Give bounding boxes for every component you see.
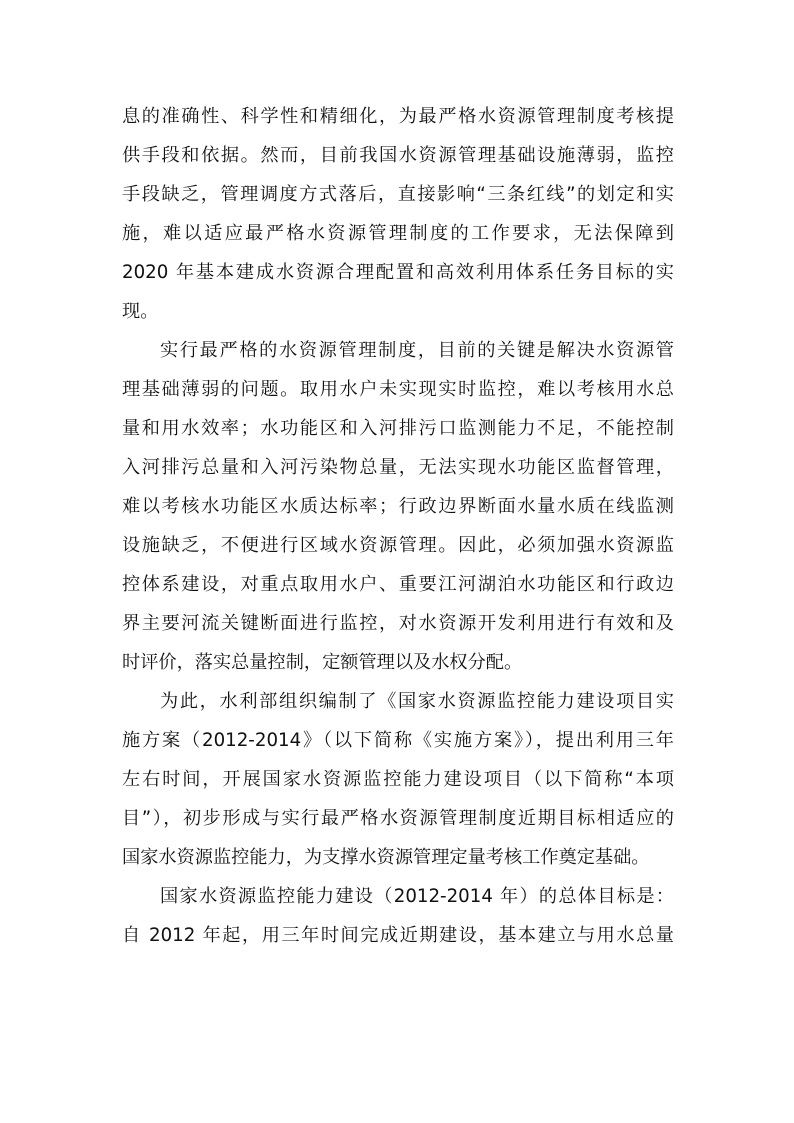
text-line: 自 2012 年起，用三年时间完成近期建设，基本建立与用水总量 (122, 925, 674, 946)
text-line: 入河排污总量和入河污染物总量，无法实现水功能区监督管理， (122, 457, 674, 478)
text-line: 供手段和依据。然而，目前我国水资源管理基础设施薄弱，监控 (122, 145, 674, 166)
text-line: 息的准确性、科学性和精细化，为最严格水资源管理制度考核提 (122, 106, 674, 127)
paragraph-first-line: 为此，水利部组织编制了《国家水资源监控能力建设项目实 (160, 691, 674, 712)
text-line: 目”），初步形成与实行最严格水资源管理制度近期目标相适应的 (122, 808, 674, 829)
text-line: 设施缺乏，不便进行区域水资源管理。因此，必须加强水资源监 (122, 535, 674, 556)
paragraph-first-line: 国家水资源监控能力建设（2012-2014 年）的总体目标是： (160, 886, 674, 907)
text-line: 时评价，落实总量控制，定额管理以及水权分配。 (122, 652, 523, 673)
text-line: 2020 年基本建成水资源合理配置和高效利用体系任务目标的实 (122, 262, 674, 283)
text-line: 控体系建设，对重点取用水户、重要江河湖泊水功能区和行政边 (122, 574, 674, 595)
text-line: 施，难以适应最严格水资源管理制度的工作要求，无法保障到 (122, 223, 674, 244)
text-line: 手段缺乏，管理调度方式落后，直接影响“三条红线”的划定和实 (122, 184, 674, 205)
paragraph-first-line: 实行最严格的水资源管理制度，目前的关键是解决水资源管 (160, 340, 674, 361)
text-line: 难以考核水功能区水质达标率；行政边界断面水量水质在线监测 (122, 496, 674, 517)
text-line: 国家水资源监控能力，为支撑水资源管理定量考核工作奠定基础。 (122, 847, 650, 868)
text-line: 量和用水效率；水功能区和入河排污口监测能力不足，不能控制 (122, 418, 674, 439)
text-line: 界主要河流关键断面进行监控，对水资源开发利用进行有效和及 (122, 613, 674, 634)
text-line: 左右时间，开展国家水资源监控能力建设项目（以下简称“本项 (122, 769, 674, 790)
text-line: 施方案（2012-2014》（以下简称《实施方案》），提出利用三年 (122, 730, 674, 751)
text-line: 现。 (122, 301, 159, 322)
text-line: 理基础薄弱的问题。取用水户未实现实时监控，难以考核用水总 (122, 379, 674, 400)
